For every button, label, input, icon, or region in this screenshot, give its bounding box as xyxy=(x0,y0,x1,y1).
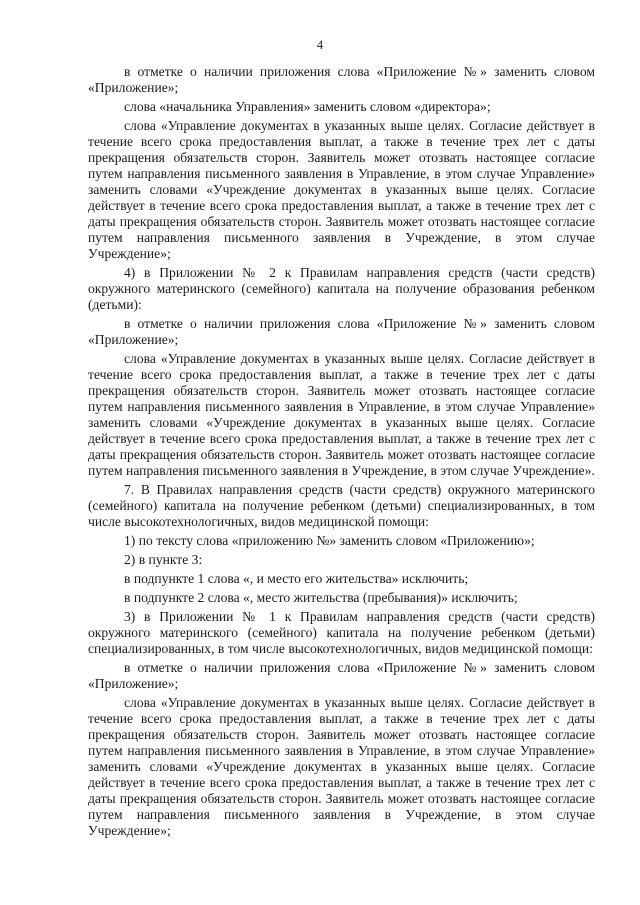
paragraph: слова «Управление документах в указанных выше целях. Согласие действует в течение всего срока предоставления выплат, а также в течение трех лет с даты прекращения обязательств сторон. Заявитель может отозвать настоящее согласие путем направления письменного заявления в Управление, в этом случае Управление» заменить словами «Учреждение документах в указанных выше целях. Согласие действует в течение всего срока предоставления выплат, а также в течение трех лет с даты прекращения обязательств сторон. Заявитель может отозвать настоящее согласие путем направления письменного заявления в Учреждение, в этом случае Учреждение»; xyxy=(88,118,595,261)
paragraph: 3) в Приложении № 1 к Правилам направления средств (части средств) окружного материнского (семейного) капитала на получение ребенком (детьми) специализированных, в том числе высокотехнологичных, видов медицинской помощи: xyxy=(88,609,595,656)
paragraph: 1) по тексту слова «приложению №» заменить словом «Приложению»; xyxy=(124,533,535,548)
paragraph: в отметке о наличии приложения слова «Приложение №» заменить словом «Приложение»; xyxy=(88,316,595,347)
paragraph: 7. В Правилах направления средств (части средств) окружного материнского (семейного) капитала на получение ребенком (детьми) специализированных, в том числе высокотехнологичных, видов медицинской помощи: xyxy=(88,482,595,529)
paragraph: в отметке о наличии приложения слова «Приложение №» заменить словом «Приложение»; xyxy=(88,64,595,95)
paragraph: в подпункте 1 слова «, и место его жительства» исключить; xyxy=(124,571,469,586)
document-body xyxy=(88,64,595,842)
paragraph: слова «Управление документах в указанных выше целях. Согласие действует в течение всего срока предоставления выплат, а также в течение трех лет с даты прекращения обязательств сторон. Заявитель может отозвать настоящее согласие путем направления письменного заявления в Управление, в этом случае Управление» заменить словами «Учреждение документах в указанных выше целях. Согласие действует в течение всего срока предоставления выплат, а также в течение трех лет с даты прекращения обязательств сторон. Заявитель может отозвать настоящее согласие путем направления письменного заявления в Учреждение, в этом случае Учреждение»; xyxy=(88,695,595,838)
paragraph: слова «начальника Управления» заменить словом «директора»; xyxy=(124,99,491,114)
paragraph: в отметке о наличии приложения слова «Приложение №» заменить словом «Приложение»; xyxy=(88,660,595,691)
paragraph: 4) в Приложении № 2 к Правилам направления средств (части средств) окружного материнского (семейного) капитала на получение образования ребенком (детьми): xyxy=(88,265,595,312)
paragraph: в подпункте 2 слова «, место жительства (пребывания)» исключить; xyxy=(124,590,518,605)
page-number: 4 xyxy=(316,38,324,52)
paragraph: слова «Управление документах в указанных выше целях. Согласие действует в течение всего срока предоставления выплат, а также в течение трех лет с даты прекращения обязательств сторон. Заявитель может отозвать настоящее согласие путем направления письменного заявления в Управление, в этом случае Управление» заменить словами «Учреждение документах в указанных выше целях. Согласие действует в течение всего срока предоставления выплат, а также в течение трех лет с даты прекращения обязательств сторон. Заявитель может отозвать настоящее согласие путем направления письменного заявления в Учреждение, в этом случае Учреждение». xyxy=(88,351,595,478)
paragraph: 2) в пункте 3: xyxy=(124,552,203,567)
